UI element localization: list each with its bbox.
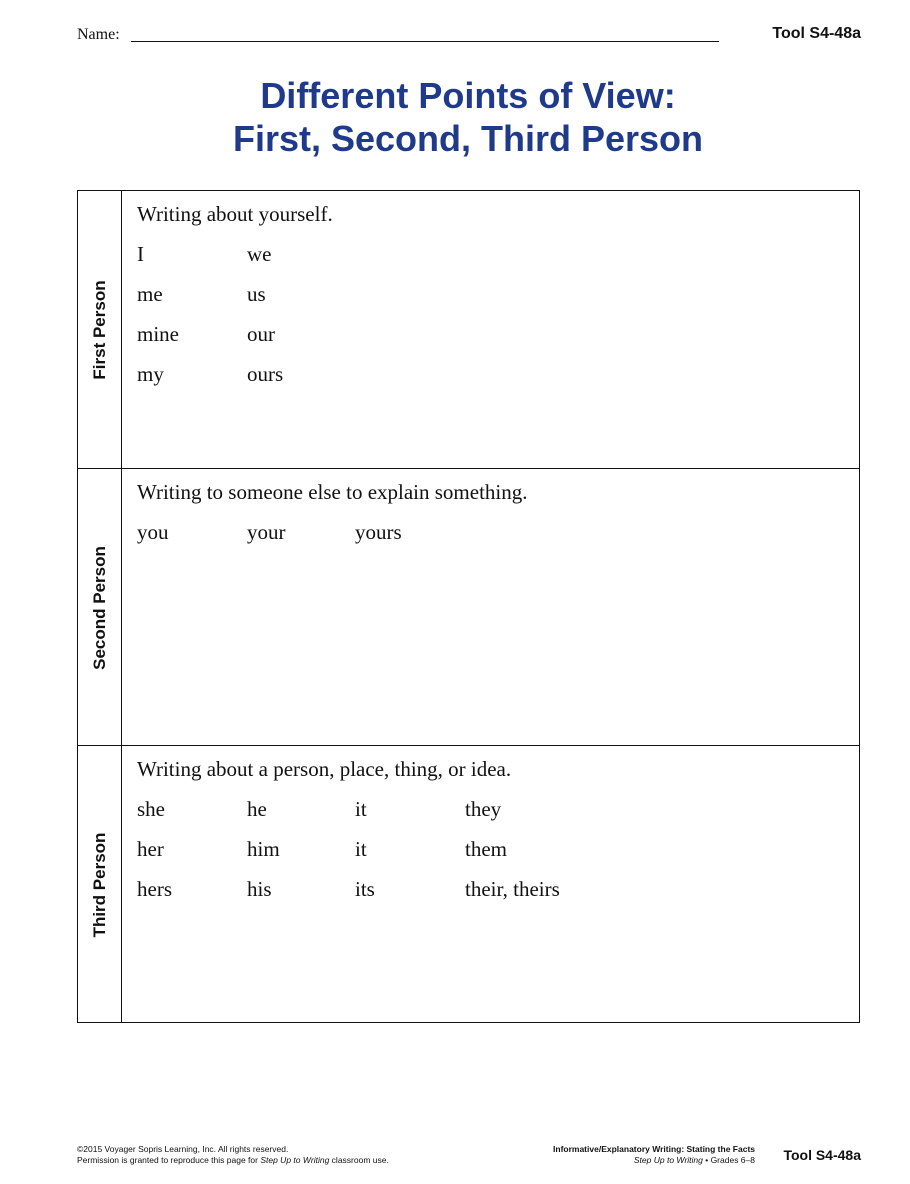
pronoun: them: [465, 837, 507, 861]
pronoun: his: [247, 877, 272, 901]
pronoun: your: [247, 520, 286, 544]
section-label: Second Person: [89, 545, 109, 670]
permission-title: Step Up to Writing: [260, 1155, 330, 1165]
section-label: Third Person: [89, 832, 109, 937]
pronoun: our: [247, 322, 275, 346]
second-person-section: [78, 468, 859, 746]
copyright-text: ©2015 Voyager Sopris Learning, Inc. All rights reserved.: [77, 1144, 289, 1154]
section-label: First Person: [89, 279, 109, 380]
pronoun-row: [137, 836, 849, 862]
pronoun: she: [137, 797, 165, 821]
series-info: [553, 1155, 755, 1166]
pronoun: they: [465, 797, 502, 821]
pronoun: their, theirs: [465, 877, 560, 901]
pronoun: hers: [137, 877, 172, 901]
pronoun: mine: [137, 322, 179, 346]
title-line-1: Different Points of View:: [260, 75, 676, 116]
pronoun: you: [137, 520, 169, 544]
section-content: [137, 201, 849, 401]
section-description: Writing about a person, place, thing, or idea.: [137, 757, 512, 781]
section-description: Writing to someone else to explain something.: [137, 480, 528, 504]
page-title: [0, 74, 910, 160]
name-write-line: [131, 41, 719, 42]
pronoun-row: [137, 281, 849, 307]
section-side-cell: [78, 746, 122, 1023]
pronoun: we: [247, 242, 272, 266]
pronoun: me: [137, 282, 163, 306]
pronoun: it: [355, 797, 367, 821]
series-title: Step Up to Writing: [633, 1155, 703, 1165]
permission-suffix: classroom use.: [329, 1155, 389, 1165]
section-content: [137, 756, 849, 916]
footer-copyright: [77, 1144, 389, 1166]
pronoun-row: [137, 241, 849, 267]
section-side-cell: [78, 469, 122, 746]
tool-id: Tool S4-48a: [772, 25, 861, 42]
pronoun-row: [137, 796, 849, 822]
book-title: Informative/Explanatory Writing: Stating the Facts: [553, 1144, 755, 1154]
permission-prefix: Permission is granted to reproduce this page for: [77, 1155, 261, 1165]
section-side-cell: [78, 191, 122, 468]
pronoun: it: [355, 837, 367, 861]
pronoun: yours: [355, 520, 402, 544]
pronoun: he: [247, 797, 267, 821]
pronoun: us: [247, 282, 266, 306]
pronoun: its: [355, 877, 375, 901]
pronoun-row: [137, 321, 849, 347]
name-label: Name:: [77, 26, 120, 43]
pronoun-row: [137, 361, 849, 387]
section-description: Writing about yourself.: [137, 202, 333, 226]
first-person-section: [78, 191, 859, 468]
page-header: [77, 24, 861, 46]
footer-tool-id: Tool S4-48a: [783, 1147, 861, 1163]
pronoun: him: [247, 837, 280, 861]
permission-text: [77, 1155, 389, 1166]
pronoun: I: [137, 242, 144, 266]
pronoun: my: [137, 362, 164, 386]
pronoun-row: [137, 519, 849, 545]
section-content: [137, 479, 849, 559]
pronoun: her: [137, 837, 164, 861]
pronoun-row: [137, 876, 849, 902]
title-line-2: First, Second, Third Person: [232, 118, 704, 159]
third-person-section: [78, 745, 859, 1023]
footer-book-info: [553, 1144, 755, 1166]
series-suffix: • Grades 6–8: [702, 1155, 755, 1165]
pronoun: ours: [247, 362, 284, 386]
point-of-view-table: [77, 190, 860, 1023]
